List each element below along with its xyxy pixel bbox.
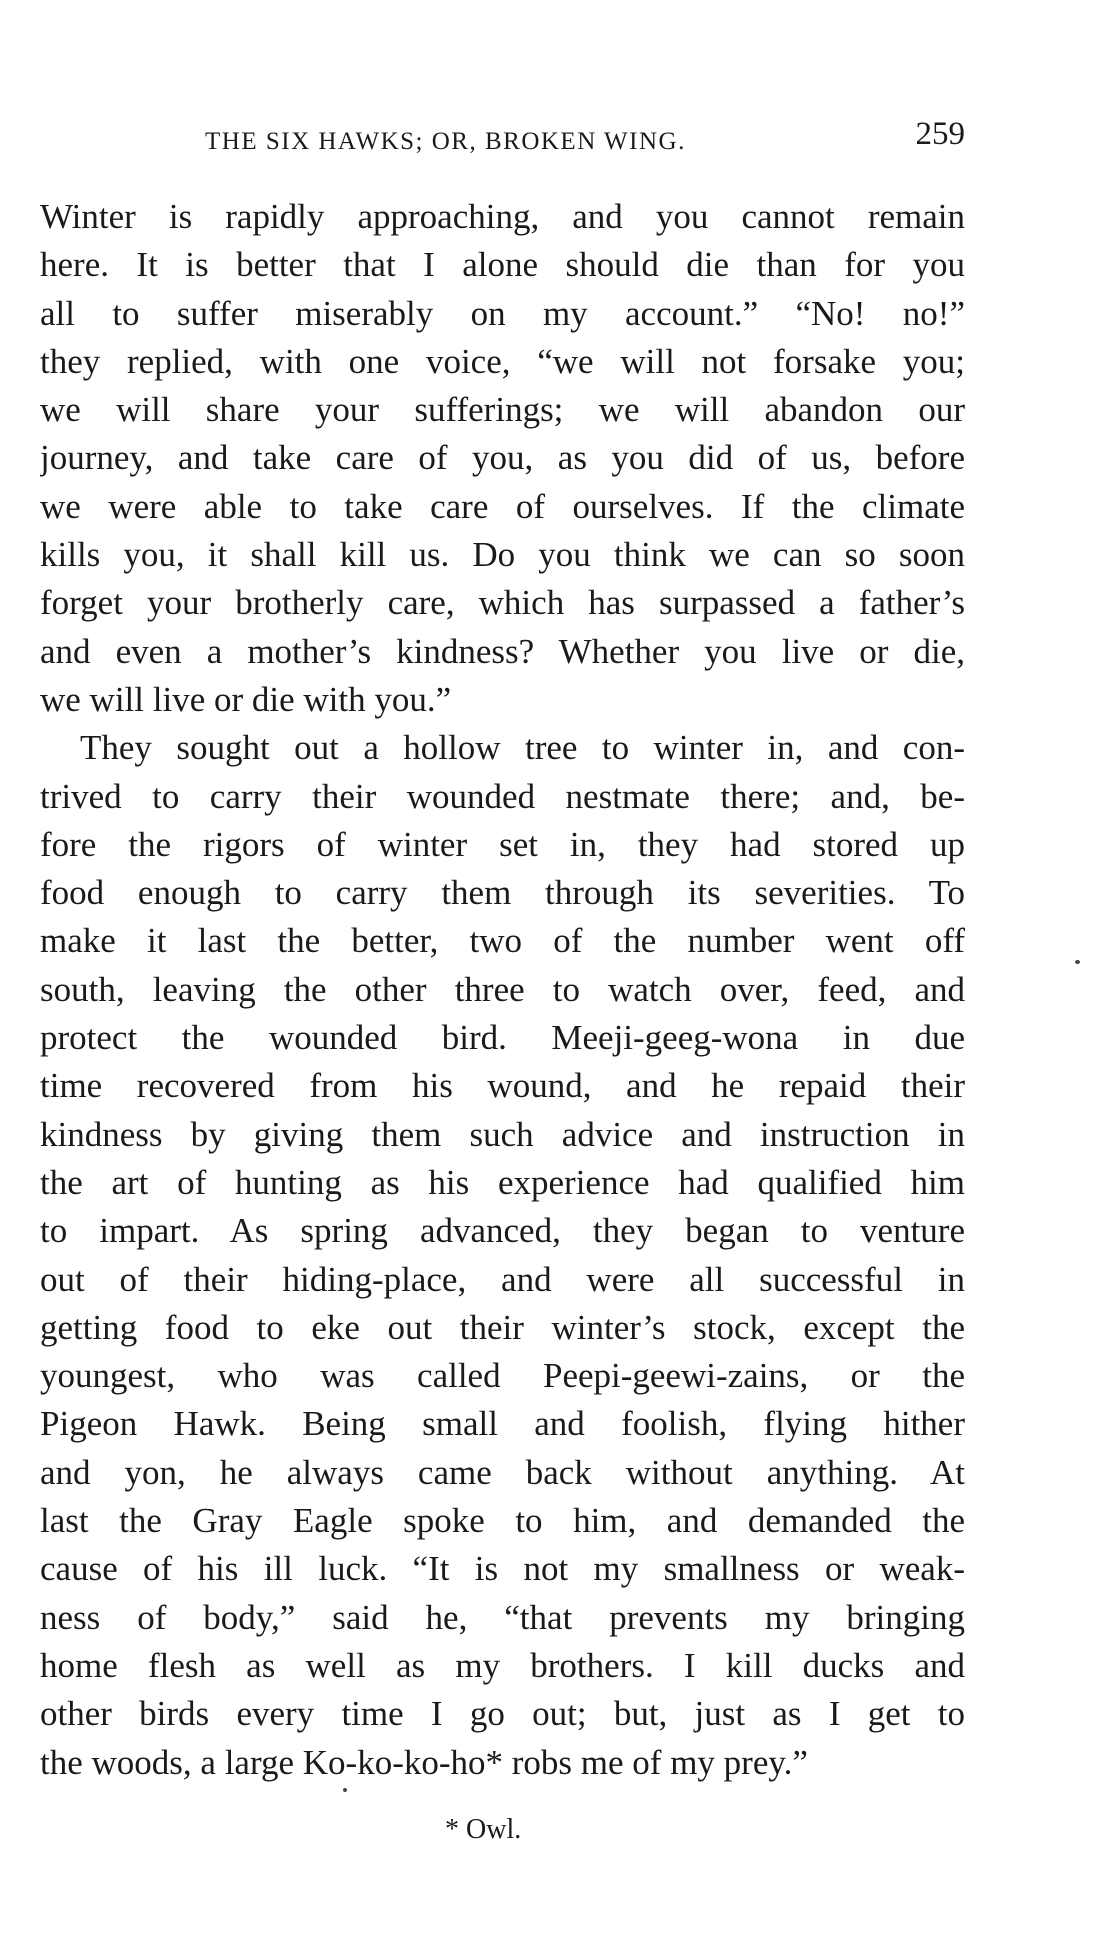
paragraph <box>40 724 965 1787</box>
text-line: to impart. As spring advanced, they began to venture <box>40 1211 965 1251</box>
text-line: kills you, it shall kill us. Do you think we can so soon <box>40 535 965 575</box>
text-line: cause of his ill luck. “It is not my smallness or weak- <box>40 1549 965 1589</box>
text-line: time recovered from his wound, and he repaid their <box>40 1066 965 1106</box>
text-line: we will share your sufferings; we will abandon our <box>40 390 965 430</box>
running-head: THE SIX HAWKS; OR, BROKEN WING. <box>205 128 686 155</box>
text-line: all to suffer miserably on my account.” “No! no!” <box>40 293 965 333</box>
text-line: they replied, with one voice, “we will not forsake you; <box>40 341 965 381</box>
text-line: Pigeon Hawk. Being small and foolish, flying hither <box>40 1404 965 1444</box>
paragraph <box>40 193 965 724</box>
body-text <box>40 193 965 1787</box>
text-line: ness of body,” said he, “that prevents my bringing <box>40 1597 965 1637</box>
text-line: home flesh as well as my brothers. I kill ducks and <box>40 1645 965 1685</box>
text-line: journey, and take care of you, as you did of us, before <box>40 438 965 478</box>
text-line: trived to carry their wounded nestmate there; and, be- <box>40 776 965 816</box>
text-line: kindness by giving them such advice and instruction in <box>40 1114 965 1154</box>
text-line: other birds every time I go out; but, just as I get to <box>40 1694 965 1734</box>
scan-speck <box>343 1788 347 1792</box>
text-line: They sought out a hollow tree to winter in, and con- <box>80 728 965 768</box>
text-line: the art of hunting as his experience had qualified him <box>40 1162 965 1202</box>
text-line: out of their hiding-place, and were all successful in <box>40 1259 965 1299</box>
text-line: last the Gray Eagle spoke to him, and demanded the <box>40 1501 965 1541</box>
scan-speck <box>1075 960 1080 964</box>
page-header <box>40 114 965 164</box>
text-line: food enough to carry them through its severities. To <box>40 873 965 913</box>
text-line: protect the wounded bird. Meeji-geeg-wona in due <box>40 1018 965 1058</box>
text-line: and even a mother’s kindness? Whether you live or die, <box>40 631 965 671</box>
footnote <box>40 1814 965 1854</box>
text-line: getting food to eke out their winter’s stock, except the <box>40 1307 965 1347</box>
text-line: make it last the better, two of the number went off <box>40 921 965 961</box>
text-line: we will live or die with you.” <box>40 679 452 719</box>
text-line: and yon, he always came back without anything. At <box>40 1452 965 1492</box>
text-line: youngest, who was called Peepi-geewi-zains, or the <box>40 1356 965 1396</box>
text-line: forget your brotherly care, which has surpassed a father’s <box>40 583 965 623</box>
page-number: 259 <box>915 116 965 152</box>
text-line: here. It is better that I alone should die than for you <box>40 245 965 285</box>
text-line: the woods, a large Ko-ko-ko-ho* robs me of my prey.” <box>40 1742 808 1782</box>
text-line: Winter is rapidly approaching, and you cannot remain <box>40 197 965 236</box>
text-line: we were able to take care of ourselves. If the climate <box>40 486 965 526</box>
footnote-text: * Owl. <box>445 1814 522 1845</box>
text-line: fore the rigors of winter set in, they had stored up <box>40 824 965 864</box>
text-line: south, leaving the other three to watch over, feed, and <box>40 969 965 1009</box>
